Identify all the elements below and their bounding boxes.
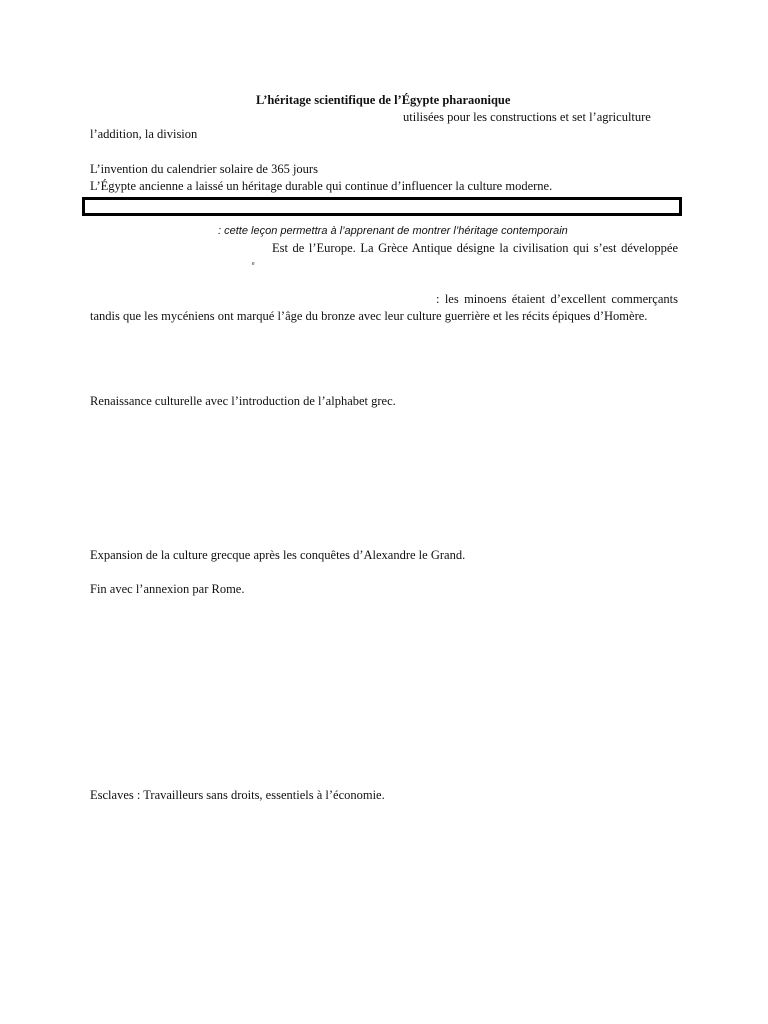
text-line-addition: l’addition, la division bbox=[90, 127, 198, 141]
text-line-greece: Est de l’Europe. La Grèce Antique désigne la civilisation qui s’est développée bbox=[272, 241, 678, 255]
tiny-mark: e bbox=[252, 261, 255, 267]
text-line-myceniens: tandis que les mycéniens ont marqué l’âge du bronze avec leur culture guerrière et les récits épiques d’Homère. bbox=[90, 309, 648, 323]
text-line-esclaves: Esclaves : Travailleurs sans droits, essentiels à l’économie. bbox=[90, 788, 385, 802]
document-title: L’héritage scientifique de l’Égypte pharaonique bbox=[256, 93, 511, 107]
text-line-expansion: Expansion de la culture grecque après les conquêtes d’Alexandre le Grand. bbox=[90, 548, 466, 562]
text-line-rome: Fin avec l’annexion par Rome. bbox=[90, 582, 245, 596]
text-line-constructions: utilisées pour les constructions et set l’agriculture bbox=[403, 110, 651, 124]
text-line-calendar: L’invention du calendrier solaire de 365 jours bbox=[90, 162, 318, 176]
empty-bordered-box bbox=[82, 197, 682, 216]
text-line-renaissance: Renaissance culturelle avec l’introduction de l’alphabet grec. bbox=[90, 394, 396, 408]
lesson-objective: : cette leçon permettra à l’apprenant de montrer l’héritage contemporain bbox=[218, 225, 568, 237]
text-line-minoens: : les minoens étaient d’excellent commerçants bbox=[436, 292, 678, 306]
text-line-heritage: L’Égypte ancienne a laissé un héritage durable qui continue d’influencer la culture moderne. bbox=[90, 179, 553, 193]
